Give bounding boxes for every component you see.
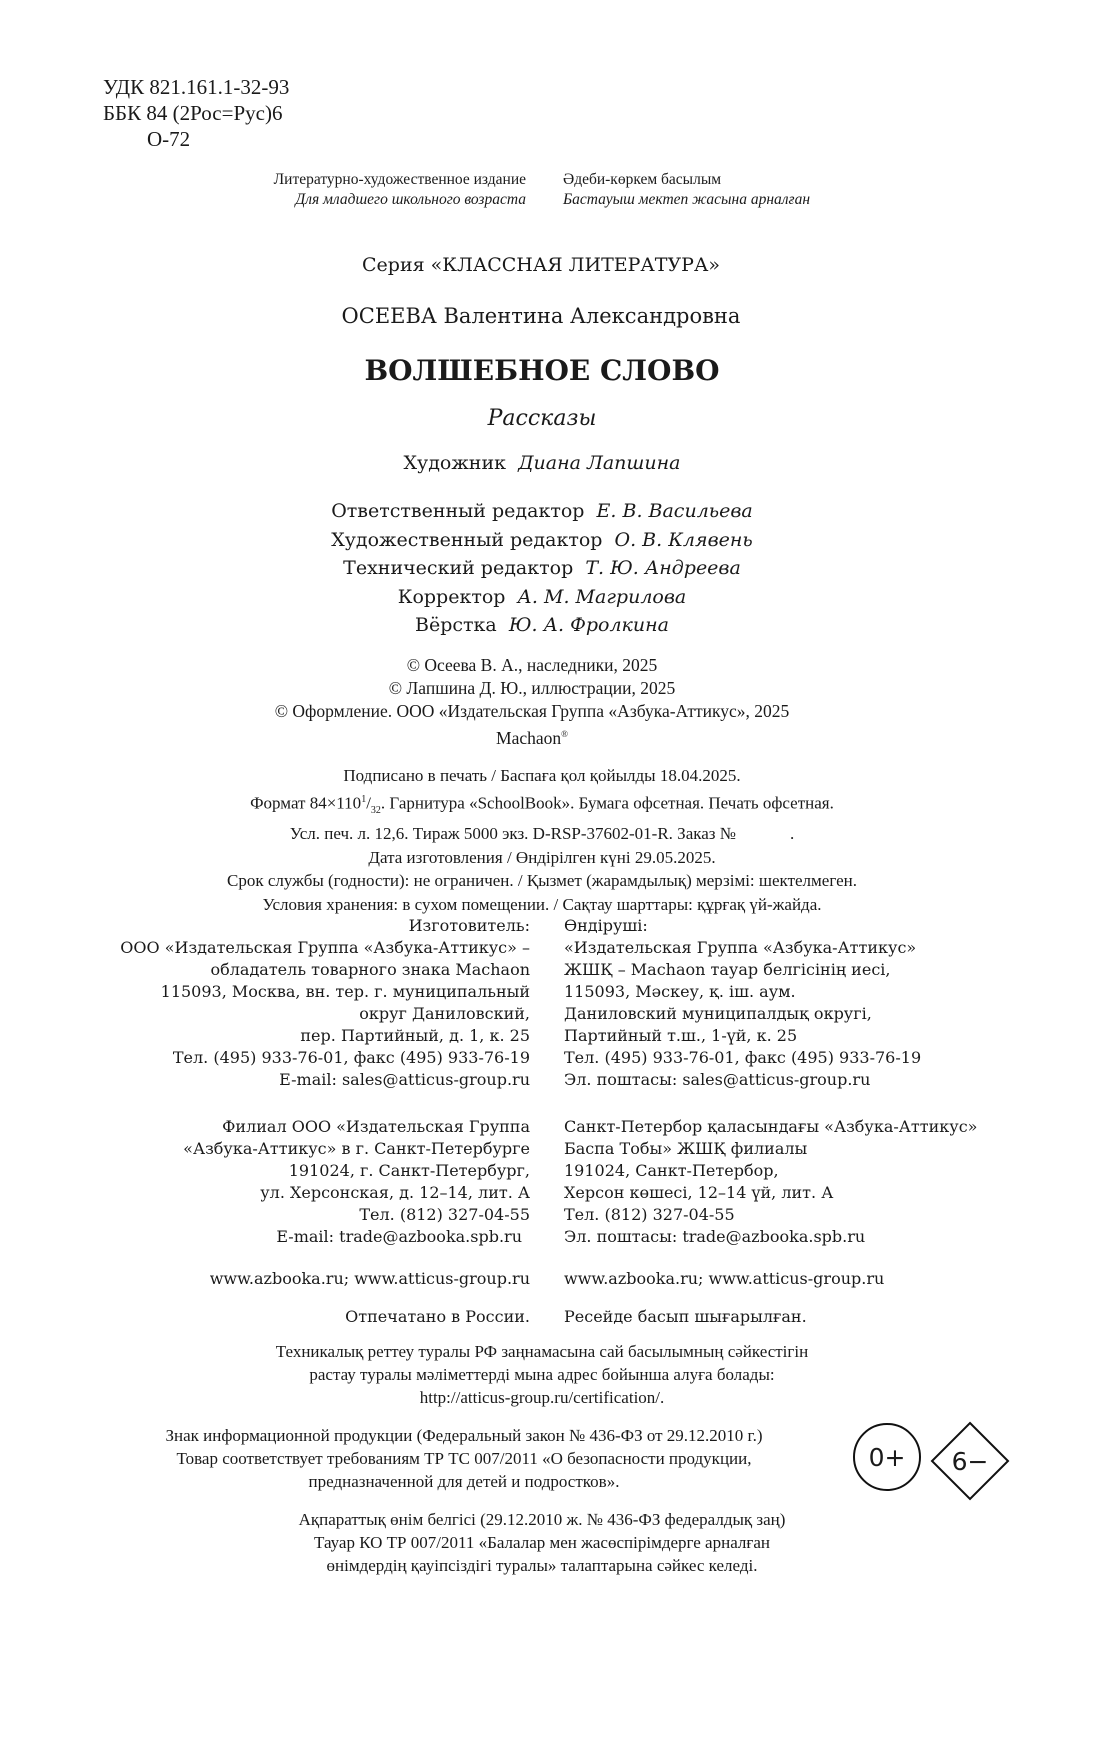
- age-limit-label: 6−: [951, 1446, 989, 1476]
- storage-conditions: Условия хранения: в сухом помещении. / Сақтау шарттары: құрғақ үй-жайда.: [262, 894, 822, 914]
- branch-email-kz: Эл. поштасы: trade@azbooka.spb.ru: [564, 1227, 866, 1246]
- udk-code: УДК 821.161.1-32-93: [103, 75, 290, 99]
- credit-art-editor: Художественный редактор О. В. Клявень: [331, 528, 753, 551]
- edition-kind-ru: Литературно-художественное издание: [273, 171, 526, 188]
- websites-ru: www.azbooka.ru; www.atticus-group.ru: [209, 1269, 530, 1288]
- info-sign-ru: Знак информационной продукции (Федеральный закон № 436-ФЗ от 29.12.2010 г.) Товар соответствует требованиям ТР ТС 007/2011 «О безопасности продукции, предназначенной для детей и подростков».: [165, 1426, 763, 1491]
- certification-url: http://atticus-group.ru/certification/.: [419, 1388, 665, 1407]
- edition-age-ru: Для младшего школьного возраста: [295, 191, 526, 208]
- manufacturer-kz: Өндіруші: «Издательская Группа «Азбука-Аттикус» ЖШҚ – Machaon тауар белгісінің иесі, 115093, Мәскеу, қ. іш. аум. Даниловский муниципалдық округі, Партийный т.ш., 1-үй, к. 25 Тел. (495) 933-76-01, факс (495) 933-76-19 Эл. поштасы: sales@atticus-group.ru: [564, 916, 922, 1089]
- age-limit-diamond-icon: [930, 1421, 1010, 1501]
- imprint-machaon: Machaon®: [496, 727, 568, 748]
- format-line: Формат $84\times 110^1/_{32}$. Гарнитура «SchoolBook». Бумага офсетная. Печать офсетная.: [250, 793, 834, 816]
- copyright-design: © Оформление. ООО «Издательская Группа «Азбука-Аттикус», 2025: [274, 701, 790, 721]
- manufacturer-ru: Изготовитель: ООО «Издательская Группа «Азбука-Аттикус» – обладатель товарного знака Machaon 115093, Москва, вн. тер. г. муниципальный округ Даниловский, пер. Партийный, д. 1, к. 25 Тел. (495) 933-76-01, факс (495) 933-76-19 E-mail: sales@atticus-group.ru: [120, 916, 530, 1089]
- series-name: Серия «КЛАССНАЯ ЛИТЕРАТУРА»: [362, 254, 720, 276]
- certification-note: Техникалық реттеу туралы РФ заңнамасына сай басылымның сәйкестігін растау туралы мәліметтерді мына адрес бойынша алуға болады: http://atticus-group.ru/certification/.: [0, 1340, 1092, 1409]
- book-title: ВОЛШЕБНОЕ СЛОВО: [364, 354, 720, 387]
- branch-kz: Санкт-Петербор қаласындағы «Азбука-Аттикус» Баспа Тобы» ЖШҚ филиалы 191024, Санкт-Петербор, Херсон көшесі, 12–14 үй, лит. А Тел. (812) 327-04-55 Эл. поштасы: trade@azbooka.spb.ru: [564, 1117, 978, 1246]
- copyright-block: [0, 654, 1082, 750]
- age-rating-circle-icon: 0+: [853, 1423, 921, 1491]
- author-mark: О-72: [147, 127, 191, 151]
- credits-list: [0, 497, 1092, 640]
- manufacture-date: Дата изготовления / Өндірілген күні 29.05.2025.: [368, 847, 716, 867]
- credit-layout: Вёрстка Ю. А. Фролкина: [415, 614, 669, 636]
- sheets-circulation: Усл. печ. л. 12,6. Тираж 5000 экз. D-RSP-37602-01-R. Заказ № .: [289, 824, 795, 844]
- branch-email-ru: E-mail: trade@azbooka.spb.ru: [276, 1227, 522, 1246]
- info-sign-kz: Ақпараттық өнім белгісі (29.12.2010 ж. № 436-ФЗ федералдық заң) Тауар КО ТР 007/2011 «Балалар мен жасөспірімдерге арналған өнімдердің қауіпсіздігі туралы» талаптарына сәйкес келеді.: [298, 1510, 786, 1575]
- copyright-author: © Осеева В. А., наследники, 2025: [406, 655, 658, 675]
- manufacturer-email-kz: Эл. поштасы: sales@atticus-group.ru: [564, 1070, 871, 1089]
- copyright-illustrations: © Лапшина Д. Ю., иллюстрации, 2025: [388, 678, 676, 698]
- illustrator-name: Диана Лапшина: [518, 452, 681, 474]
- bbk-code: ББК 84 (2Рос=Рус)6: [103, 101, 283, 125]
- credit-technical-editor: Технический редактор Т. Ю. Андреева: [343, 557, 741, 579]
- credit-proofreader: Корректор А. М. Магрилова: [397, 585, 687, 608]
- manufacturer-email-ru: E-mail: sales@atticus-group.ru: [279, 1070, 530, 1089]
- book-subtitle: Рассказы: [487, 406, 597, 431]
- printed-in-ru: Отпечатано в России.: [345, 1307, 530, 1326]
- edition-age-kz: Бастауыш мектеп жасына арналған: [563, 191, 811, 208]
- author-name: ОСЕЕВА Валентина Александровна: [341, 304, 741, 328]
- branch-ru: Филиал ООО «Издательская Группа «Азбука-Аттикус» в г. Санкт-Петербурге 191024, г. Санкт-Петербург, ул. Херсонская, д. 12–14, лит. А Тел. (812) 327-04-55 E-mail: trade@azbooka.spb.ru: [183, 1117, 530, 1246]
- illustrator-role: Художник: [403, 452, 507, 474]
- illustrator-credit: [0, 452, 1092, 474]
- websites-kz: www.azbooka.ru; www.atticus-group.ru: [564, 1269, 885, 1288]
- printed-in-kz: Ресейде басып шығарылған.: [564, 1307, 807, 1326]
- credit-responsible-editor: Ответственный редактор Е. В. Васильева: [331, 500, 753, 522]
- print-info: [0, 764, 1092, 916]
- signed-to-print: Подписано в печать / Баспаға қол қойылды 18.04.2025.: [343, 766, 741, 785]
- edition-kind-kz: Әдеби-көркем басылым: [563, 171, 722, 188]
- shelf-life: Срок службы (годности): не ограничен. / Қызмет (жарамдылық) мерзімі: шектелмеген.: [227, 871, 857, 891]
